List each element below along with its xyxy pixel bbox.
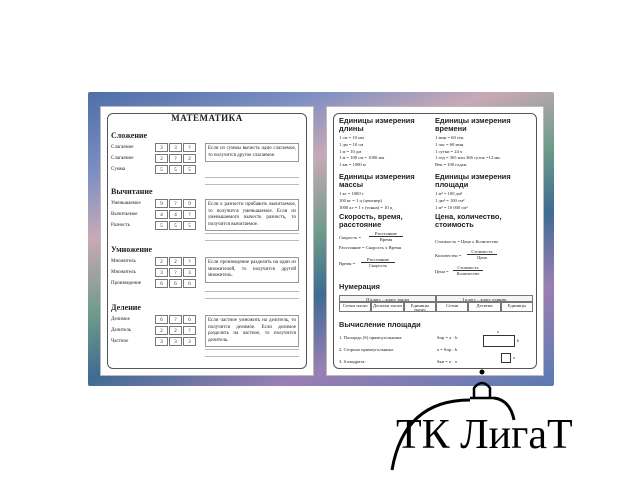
table-cell: ? <box>169 315 182 324</box>
label-a: a <box>497 329 499 334</box>
logo-dome-icon <box>474 383 490 398</box>
table-cell: 3 <box>183 337 196 346</box>
table-cell: 3 <box>155 337 168 346</box>
table-cell: ? <box>169 154 182 163</box>
area-units-list: 1 м² = 100 дм² 1 дм² = 100 см² 1 м² = 10 000 см² <box>435 191 468 210</box>
row-label: Делитель <box>111 328 132 333</box>
numbering-col: Десятки тысяч <box>371 302 403 312</box>
logo-dot-icon <box>480 370 485 375</box>
table-cell: ? <box>183 257 196 266</box>
row-label: Множитель <box>111 259 136 264</box>
speed-formula-2: Расстояние = Скорость х Время <box>339 245 402 250</box>
row-label: Сумма <box>111 167 126 172</box>
table-cell: 9 <box>155 199 168 208</box>
time-title: Единицы измерения времени <box>435 116 511 133</box>
numbering-col: Сотни тысяч <box>339 302 371 312</box>
table-cell: 6 <box>183 279 196 288</box>
right-page: Единицы измерения длины 1 см = 10 мм 1 дм = 10 см 1 м = 10 дм 1 м = 100 см = 1000 мм 1 км = 1000 м Единицы измерения времени 1 мин = 60 сек. 1 час = 60 мин 1 сутки = 24 ч 1 год = 365 или 366 суток =12 мн. Век = 100 годам Единицы измерения массы 1 кг = 1000 г 100 кг = 1 ц (центнер) 1000 кг = 1 т (тонна) = 10 ц Единицы измерения площади 1 м² = 100 дм² 1 дм² = 100 см² 1 м² = 10 000 см² Скорость, время, расстояние Скорость = Расстояние Время Расстояние = Скорость х Время Время = Расстояние Скорость Цена, количество, стоимость Стоимость = Цена х Количество Количество = Стоимость Цена Цена = Стоимость Количество Нумерация II класс – класс тысяч I класс – класс единиц Сотни тысяч Десятки тысяч Единицы тысяч Сотни Десятки Единицы Вычисление площади 1. Площадь (S) прямоугольника: Sпр = a · b 2. Сторона прямоугольника: a = Sпр : b 3. S квадрата: Sкв = a · a a b a <box>326 106 544 376</box>
table-cell: 3 <box>169 143 182 152</box>
label-b: b <box>517 338 519 343</box>
table-cell: 4 <box>155 210 168 219</box>
rule-note: Если к разности прибавить вычитаемое, то получится уменьшаемое. Если из уменьшаемого вычесть разность, то получится вычитаемое. <box>205 199 299 231</box>
page-title: МАТЕМАТИКА <box>171 113 243 123</box>
row-label: Делимое <box>111 317 130 322</box>
table-cell: 9 <box>183 199 196 208</box>
length-title: Единицы измерения длины <box>339 116 415 133</box>
price-title: Цена, количество, стоимость <box>435 212 502 229</box>
table-cell: 3 <box>155 143 168 152</box>
speed-title: Скорость, время, расстояние <box>339 212 403 229</box>
rule-note: Если частное умножить на делитель, то получится делимое. Если делимое разделить на частное, то получится делитель. <box>205 315 299 347</box>
area-units-title: Единицы измерения площади <box>435 172 511 189</box>
section-title: Умножение <box>111 245 153 254</box>
row-label: Уменьшаемое <box>111 201 141 206</box>
table-cell: ? <box>169 268 182 277</box>
row-label: Частное <box>111 339 129 344</box>
section-title: Сложение <box>111 131 148 140</box>
table-cell: 2 <box>155 257 168 266</box>
table-cell: 2 <box>155 154 168 163</box>
table-cell: 6 <box>155 279 168 288</box>
table-cell: 3 <box>169 337 182 346</box>
table-cell: 3 <box>183 268 196 277</box>
watermark-text: ТК ЛигаТ <box>396 412 573 458</box>
numbering-title: Нумерация <box>339 282 380 291</box>
table-cell: ? <box>183 326 196 335</box>
row-label: Вычитаемое <box>111 212 138 217</box>
row-label: Множитель <box>111 270 136 275</box>
row-label: Произведение <box>111 281 142 286</box>
table-cell: 6 <box>155 315 168 324</box>
table-cell: 5 <box>169 221 182 230</box>
class-units: I класс – класс единиц <box>436 295 533 302</box>
table-cell: ? <box>183 210 196 219</box>
table-cell: 5 <box>183 221 196 230</box>
mass-list: 1 кг = 1000 г 100 кг = 1 ц (центнер) 1000 кг = 1 т (тонна) = 10 ц <box>339 191 393 210</box>
table-cell: ? <box>183 143 196 152</box>
length-list: 1 см = 10 мм 1 дм = 10 см 1 м = 10 дм 1 м = 100 см = 1000 мм 1 км = 1000 м <box>339 135 385 168</box>
price-formula-1: Стоимость = Цена х Количество <box>435 239 499 244</box>
table-cell: 2 <box>183 154 196 163</box>
table-cell: 6 <box>169 279 182 288</box>
table-cell: 2 <box>169 326 182 335</box>
numbering-col: Десятки <box>468 302 500 312</box>
numbering-col: Сотни <box>436 302 468 312</box>
rule-note: Если из суммы вычесть одно слагаемое, то получится другое слагаемое. <box>205 143 299 162</box>
section-title: Вычитание <box>111 187 153 196</box>
time-list: 1 мин = 60 сек. 1 час = 60 мин 1 сутки = 24 ч 1 год = 365 или 366 суток =12 мн. Век = 100 годам <box>435 135 501 168</box>
label-a-square: a <box>513 355 515 360</box>
area-calc-title: Вычисление площади <box>339 320 421 329</box>
row-label: Разность <box>111 223 130 228</box>
table-cell: 5 <box>155 221 168 230</box>
row-label: Слагаемое <box>111 156 134 161</box>
table-cell: 5 <box>169 165 182 174</box>
section-title: Деление <box>111 303 141 312</box>
class-thousands: II класс – класс тысяч <box>339 295 436 302</box>
mass-title: Единицы измерения массы <box>339 172 415 189</box>
table-cell: 5 <box>183 165 196 174</box>
rule-note: Если произведение разделить на один из множителей, то получится другой множитель. <box>205 257 299 283</box>
table-cell: ? <box>169 199 182 208</box>
table-cell: 3 <box>155 268 168 277</box>
numbering-col: Единицы <box>501 302 533 312</box>
row-label: Слагаемое <box>111 145 134 150</box>
table-cell: 6 <box>183 315 196 324</box>
table-cell: 2 <box>155 326 168 335</box>
table-cell: 4 <box>169 210 182 219</box>
table-cell: 5 <box>155 165 168 174</box>
table-cell: 2 <box>169 257 182 266</box>
numbering-col: Единицы тысяч <box>404 302 436 312</box>
